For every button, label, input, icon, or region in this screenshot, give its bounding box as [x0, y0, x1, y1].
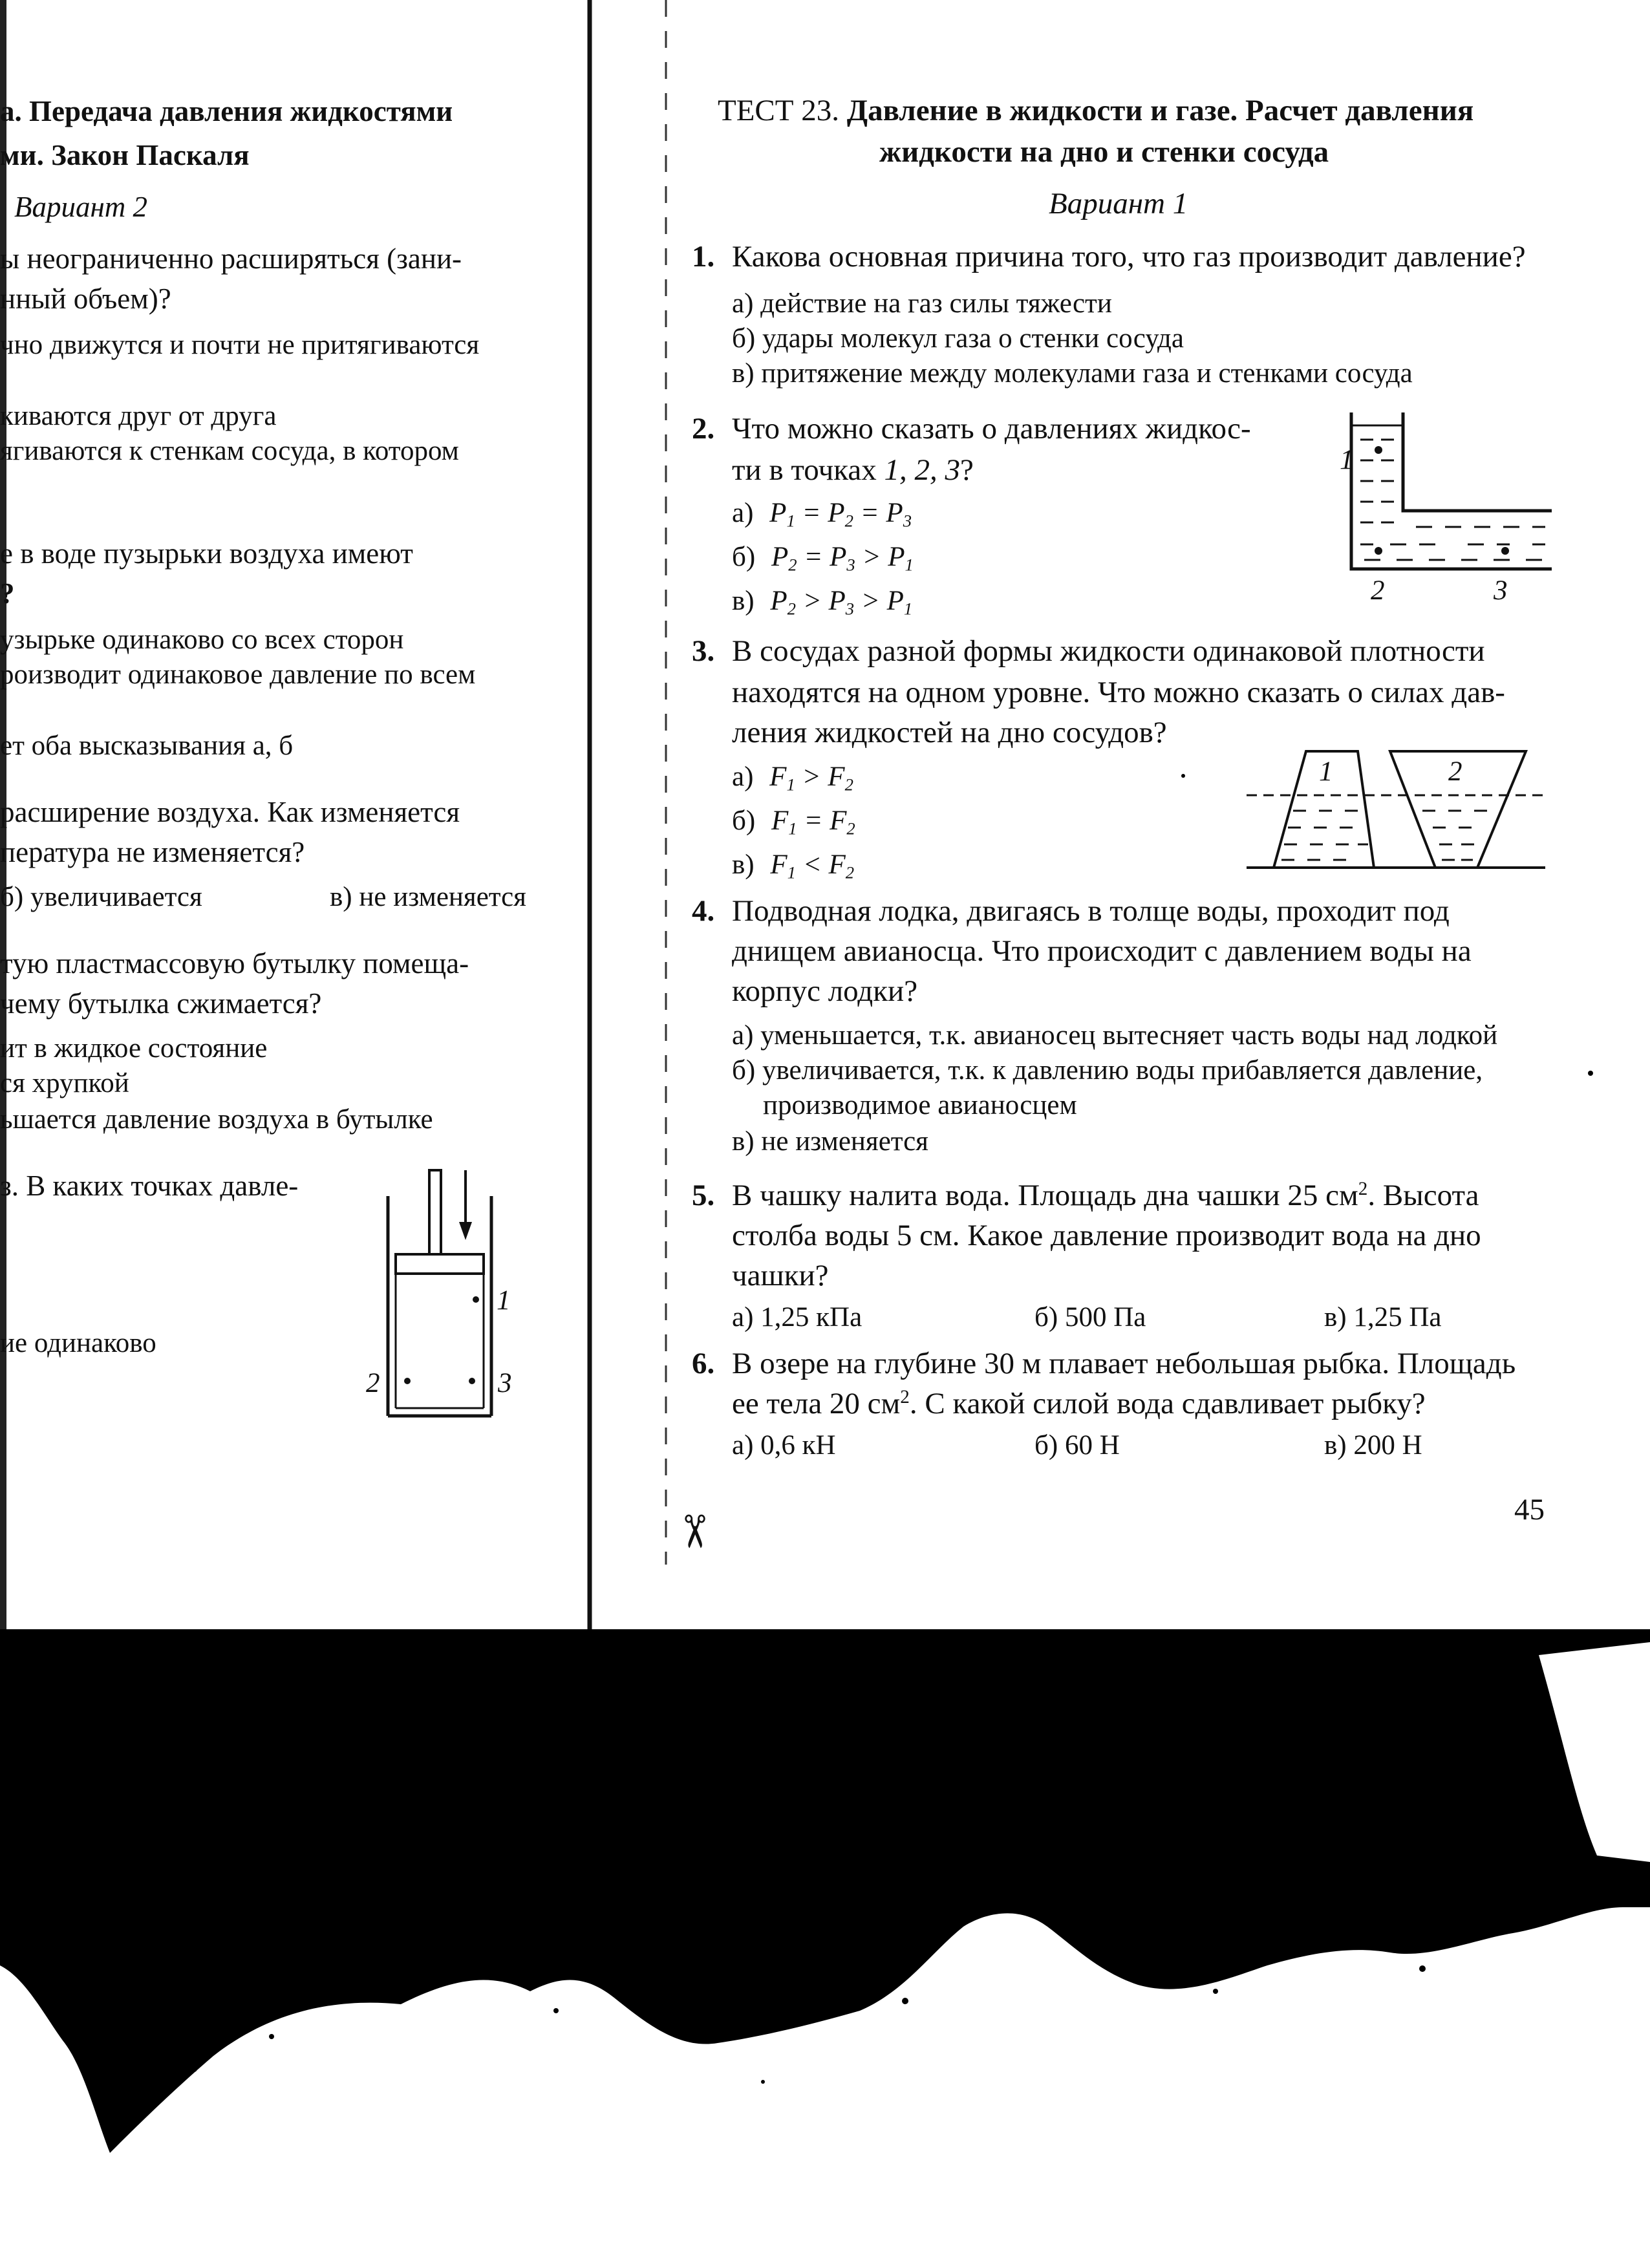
option-formula: $P_2 = P_3 > P_1$: [771, 542, 914, 575]
superscript: 2: [1358, 1178, 1368, 1199]
option-letter: б): [732, 806, 756, 836]
piston-figure: [362, 1157, 517, 1429]
test-title: [718, 96, 1473, 126]
answer-option: [732, 542, 914, 575]
question-text: [732, 1178, 1479, 1212]
question-text-part: В чашку налита вода. Площадь дна чашки 25 см: [732, 1179, 1358, 1212]
question-text: Что можно сказать о давлениях жидкос-: [732, 412, 1251, 445]
left-line: ет оба высказывания а, б: [0, 731, 294, 761]
left-line: ?: [0, 577, 15, 610]
question-number: 5.: [692, 1179, 715, 1212]
page-number: 45: [1514, 1493, 1545, 1526]
option-letter: в): [732, 586, 755, 616]
option-formula: $F_1 > F_2$: [769, 762, 853, 795]
test-prefix: ТЕСТ 23.: [718, 94, 839, 127]
answer-option: б) увеличивается, т.к. к давлению воды прибавляется давление,: [732, 1055, 1483, 1086]
left-line: расширение воздуха. Как изменяется: [0, 796, 460, 828]
liquid-dashes: [1281, 811, 1487, 860]
test-title-line2: жидкости на дно и стенки сосуда: [879, 135, 1329, 169]
question-mark: ?: [959, 453, 974, 487]
answer-option: б) 500 Па: [1034, 1302, 1146, 1332]
question-text: днищем авианосца. Что происходит с давлением воды на: [732, 934, 1472, 968]
left-line: ягиваются к стенкам сосуда, в котором: [0, 436, 459, 466]
question-text: В сосудах разной формы жидкости одинаковой плотности: [732, 634, 1485, 668]
left-line: ы неограниченно расширяться (зани-: [0, 242, 462, 275]
option-formula: $F_1 = F_2$: [771, 806, 855, 839]
answer-option: б) удары молекул газа о стенки сосуда: [732, 323, 1184, 354]
question-text-part: . С какой силой вода сдавливает рыбку?: [909, 1387, 1426, 1420]
vessel-label-1: 1: [1319, 756, 1333, 787]
option-letter: б): [732, 542, 756, 572]
question-text: находятся на одном уровне. Что можно сказать о силах дав-: [732, 676, 1505, 709]
left-line: чно движутся и почти не притягиваются: [0, 330, 480, 360]
vessel-label-2: 2: [1448, 756, 1462, 787]
question-text: В озере на глубине 30 м плавает небольшая рыбка. Площадь: [732, 1347, 1516, 1380]
option-letter: а): [732, 762, 754, 792]
vessel-label-2: 2: [1371, 575, 1385, 606]
test-variant: Вариант 1: [1049, 187, 1188, 220]
test-title-line1: Давление в жидкости и газе. Расчет давления: [846, 94, 1474, 127]
option-formula: $P_2 > P_3 > P_1$: [770, 586, 913, 619]
answer-option: в) 200 Н: [1324, 1430, 1422, 1460]
answer-option: [732, 498, 912, 531]
left-line: ие одинаково: [0, 1328, 156, 1358]
question-text: [732, 1386, 1426, 1420]
question-number: 2.: [692, 412, 715, 445]
option-letter: в): [732, 850, 755, 880]
liquid-dashes: [1360, 440, 1545, 560]
left-line: в) не изменяется: [330, 882, 526, 912]
question-text: корпус лодки?: [732, 974, 918, 1008]
vessel-label-1: 1: [1340, 445, 1354, 475]
vessel-label-3: 3: [1494, 575, 1508, 606]
question-text: Какова основная причина того, что газ производит давление?: [732, 240, 1526, 273]
answer-option: а) действие на газ силы тяжести: [732, 288, 1112, 319]
left-line: роизводит одинаковое давление по всем: [0, 659, 476, 690]
left-variant: Вариант 2: [14, 191, 148, 223]
answer-option: производимое авианосцем: [763, 1090, 1077, 1120]
left-line: узырьке одинаково со всех сторон: [0, 625, 404, 655]
left-line: чему бутылка сжимается?: [0, 987, 322, 1020]
question-text-part: . Высота: [1367, 1179, 1479, 1212]
left-line: ся хрупкой: [0, 1068, 129, 1098]
piston-label-3: 3: [498, 1368, 512, 1398]
answer-option: а) 1,25 кПа: [732, 1302, 862, 1332]
left-line: б) увеличивается: [0, 882, 202, 912]
left-line: з. В каких точках давле-: [0, 1170, 299, 1202]
question-text-part: ти в точках: [732, 453, 877, 487]
l-vessel-figure: [1338, 407, 1552, 575]
answer-option: [732, 762, 853, 795]
question-text: [732, 455, 974, 486]
question-text-part: ее тела 20 см: [732, 1387, 901, 1420]
answer-option: [732, 850, 855, 883]
answer-option: а) уменьшается, т.к. авианосец вытесняет часть воды над лодкой: [732, 1020, 1498, 1051]
superscript: 2: [900, 1386, 910, 1407]
option-letter: а): [732, 498, 754, 528]
answer-option: б) 60 Н: [1034, 1430, 1120, 1460]
option-formula: $P_1 = P_2 = P_3$: [769, 498, 912, 531]
question-number: 3.: [692, 634, 715, 668]
question-text: столба воды 5 см. Какое давление производит вода на дно: [732, 1219, 1481, 1252]
option-formula: $F_1 < F_2$: [770, 850, 855, 883]
left-line: нный объем)?: [0, 283, 171, 315]
left-line: киваются друг от друга: [0, 401, 277, 431]
scissors-icon: ✂: [667, 1512, 721, 1551]
answer-option: в) 1,25 Па: [1324, 1302, 1442, 1332]
piston-label-1: 1: [497, 1285, 511, 1316]
left-line: е в воде пузырьки воздуха имеют: [0, 537, 413, 570]
question-text: ления жидкостей на дно сосудов?: [732, 716, 1167, 749]
question-number: 1.: [692, 240, 715, 273]
left-title-line2: ми. Закон Паскаля: [0, 139, 250, 171]
answer-option: а) 0,6 кН: [732, 1430, 836, 1460]
answer-option: в) не изменяется: [732, 1126, 928, 1157]
answer-option: [732, 586, 913, 619]
question-text: Подводная лодка, двигаясь в толще воды, проходит под: [732, 894, 1450, 928]
left-line: ьшается давление воздуха в бутылке: [0, 1104, 433, 1135]
question-points: 1, 2, 3: [884, 453, 960, 487]
question-number: 6.: [692, 1347, 715, 1380]
question-text: чашки?: [732, 1259, 829, 1292]
answer-option: [732, 806, 855, 839]
left-line: тую пластмассовую бутылку помеща-: [0, 947, 469, 979]
piston-label-2: 2: [366, 1368, 380, 1398]
left-line: ит в жидкое состояние: [0, 1033, 268, 1064]
answer-option: в) притяжение между молекулами газа и стенками сосуда: [732, 358, 1413, 389]
left-line: пература не изменяется?: [0, 836, 305, 868]
question-number: 4.: [692, 894, 715, 928]
left-title-line1: а. Передача давления жидкостями: [0, 95, 453, 127]
two-vessels-figure: [1241, 744, 1552, 873]
